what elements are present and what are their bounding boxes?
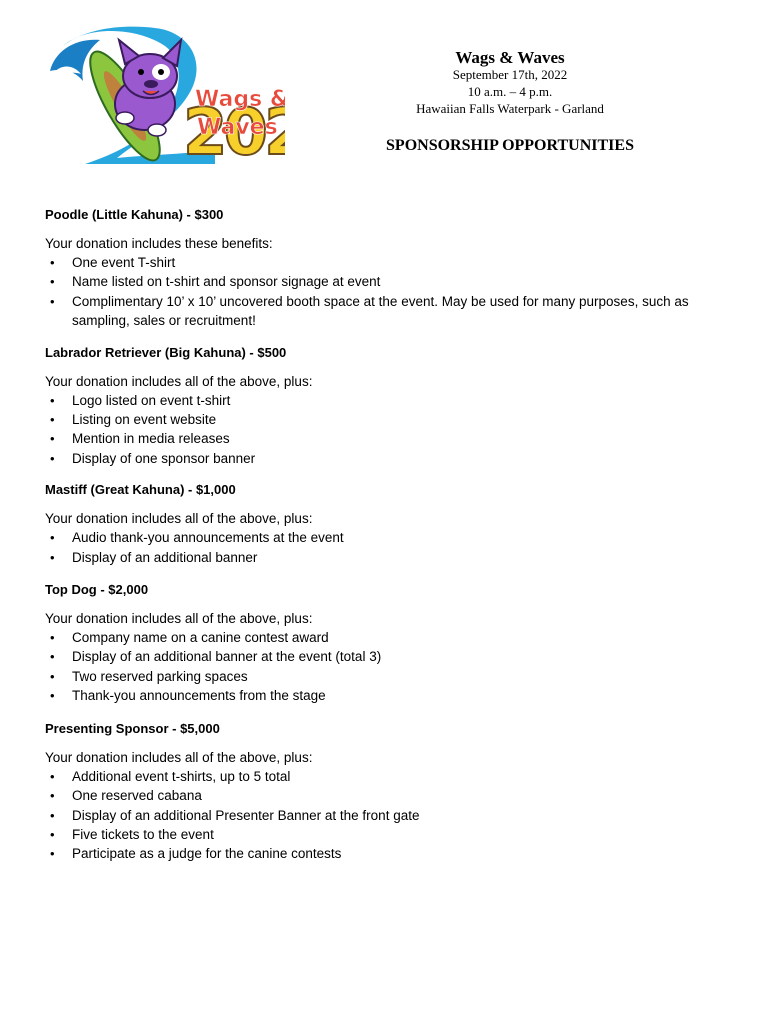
benefit-list: [45, 767, 725, 864]
bullet-icon: •: [50, 846, 55, 862]
bullet-icon: •: [50, 630, 55, 646]
benefit-item: [45, 686, 725, 705]
sponsor-tier: [45, 580, 725, 706]
bullet-icon: •: [50, 255, 55, 270]
tier-intro: Your donation includes all of the above, plus:: [45, 373, 313, 389]
bullet-icon: •: [50, 530, 55, 546]
logo-year: 20: [183, 96, 265, 168]
logo-waves: Waves: [197, 115, 278, 140]
benefit-text: Company name on a canine contest award: [72, 630, 329, 646]
event-time: 10 a.m. – 4 p.m.: [467, 84, 553, 99]
bullet-icon: •: [50, 768, 55, 784]
benefit-text: Audio thank-you announcements at the event: [72, 530, 344, 546]
benefit-text: Display of one sponsor banner: [72, 450, 256, 466]
sponsorship-tiers: [45, 205, 725, 864]
benefit-list: [45, 528, 725, 567]
bullet-icon: •: [50, 274, 55, 290]
benefit-text: Logo listed on event t-shirt: [72, 392, 231, 408]
bullet-icon: •: [50, 293, 55, 309]
benefit-text: Thank-you announcements from the stage: [72, 688, 326, 704]
bullet-icon: •: [50, 412, 55, 428]
tier-intro: Your donation includes all of the above, plus:: [45, 511, 313, 527]
tier-intro: Your donation includes all of the above, plus:: [45, 749, 313, 765]
event-title: Wags & Waves: [455, 48, 565, 67]
benefit-item: [45, 391, 725, 410]
tier-intro: Your donation includes these benefits:: [45, 236, 273, 251]
event-date: September 17th, 2022: [452, 67, 568, 82]
benefit-text: One event T-shirt: [72, 255, 176, 270]
sponsor-tier: [45, 719, 725, 864]
benefit-item: [45, 825, 725, 844]
benefit-text: Name listed on t-shirt and sponsor signage at event: [72, 274, 381, 290]
tier-title: Presenting Sponsor - $5,000: [45, 720, 220, 736]
benefit-item: [45, 548, 725, 567]
bullet-icon: •: [50, 450, 55, 466]
benefit-item: [45, 253, 725, 272]
page-heading: SPONSORSHIP OPPORTUNITIES: [386, 137, 634, 154]
benefit-text: Listing on event website: [72, 412, 217, 428]
benefit-text: Additional event t-shirts, up to 5 total: [72, 768, 291, 784]
bullet-icon: •: [50, 431, 55, 447]
benefit-text: Display of an additional banner: [72, 549, 258, 565]
benefit-item: [45, 528, 725, 547]
benefit-item: [45, 410, 725, 429]
benefit-item: [45, 786, 725, 805]
bullet-icon: •: [50, 392, 55, 408]
benefit-text: Five tickets to the event: [72, 826, 214, 842]
bullet-icon: •: [50, 807, 55, 823]
bullet-icon: •: [50, 649, 55, 665]
benefit-item: [45, 272, 725, 291]
benefit-text: Complimentary 10’ x 10’ uncovered booth space at the event. May be used for many purposes, such as sampling, sales or recruitment!: [72, 293, 689, 329]
benefit-item: [45, 844, 725, 863]
bullet-icon: •: [50, 668, 55, 684]
tier-title: Poodle (Little Kahuna) - $300: [45, 207, 224, 222]
benefit-item: [45, 628, 725, 647]
benefit-list: [45, 253, 725, 331]
bullet-icon: •: [50, 826, 55, 842]
benefit-item: [45, 647, 725, 666]
benefit-list: [45, 391, 725, 469]
bullet-icon: •: [50, 788, 55, 804]
benefit-text: Display of an additional Presenter Banner at the front gate: [72, 807, 420, 823]
benefit-item: [45, 429, 725, 448]
logo-wags: Wags &: [195, 87, 285, 112]
benefit-item: [45, 292, 725, 331]
benefit-text: Mention in media releases: [72, 431, 230, 447]
benefit-list: [45, 628, 725, 706]
bullet-icon: •: [50, 688, 55, 704]
sponsor-tier: [45, 480, 725, 567]
tier-title: Labrador Retriever (Big Kahuna) - $500: [45, 344, 287, 360]
sponsor-tier: [45, 205, 725, 331]
tier-title: Top Dog - $2,000: [45, 582, 149, 598]
tier-title: Mastiff (Great Kahuna) - $1,000: [45, 482, 236, 498]
benefit-item: [45, 806, 725, 825]
benefit-text: One reserved cabana: [72, 788, 202, 804]
benefit-item: [45, 667, 725, 686]
tier-intro: Your donation includes all of the above, plus:: [45, 611, 313, 627]
sponsor-tier: [45, 343, 725, 469]
event-venue: Hawaiian Falls Waterpark - Garland: [416, 101, 604, 116]
benefit-text: Participate as a judge for the canine contests: [72, 846, 342, 862]
bullet-icon: •: [50, 549, 55, 565]
benefit-item: [45, 449, 725, 468]
benefit-text: Display of an additional banner at the event (total 3): [72, 649, 382, 665]
benefit-item: [45, 767, 725, 786]
event-logo: [45, 26, 285, 168]
benefit-text: Two reserved parking spaces: [72, 668, 248, 684]
